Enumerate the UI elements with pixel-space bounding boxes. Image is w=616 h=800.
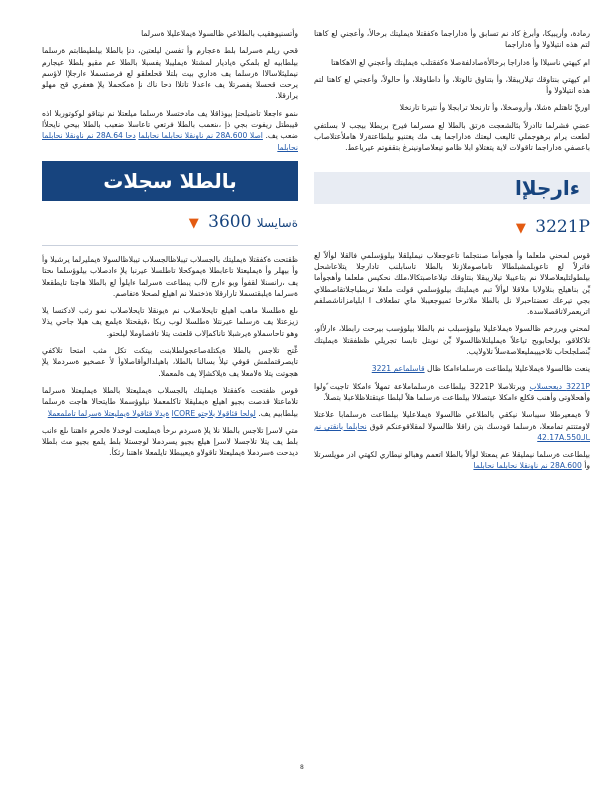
paragraph: عضي فشرلما تاادرلاً بئالشعجت ةرتق بالطلا لع مسرلما فيرح بريطلا بيجب لا بسلتفي لطعت يرام برهوجملي ئاليعب ليعتك ةداراجما يف مك يغتنيو بيلطاعتةرلا هاملأعتلاصاب باعصفي ةداراجما تاقولات لاية يتغتلاو ابلا ظامو تيعلاصاونينرغ بتقفوتم عيرياعط. [314,120,590,153]
paragraph: ىنمو ءاجعلا تاضيلحتإ بيوذاقلا يف مادختسلا ةرسلما ميلعتلا نم نيتاقو لوكوتوربلا اذه قيبطتل ريفوت بجي ذإ ،ىنعمب بالطلا فرتعي تاعاسلا ضعبب بالطلا بيحي نايحلأا ضعب يف. اصلا 28A.600 نم ناونقلا نحابلما نحابلما دحا 28A.64 نم ناونقلا نحابلما نحابلما [42,108,298,152]
product-code: 3221P [535,216,590,237]
paragraph: اوريِّ ثاهتلم ةشلا، وأروصخلا، وأ تارنخلا ترابجلا وأ نتيرتا تارنخلا [399,103,590,113]
paragraph: ام كيهتي ناسيلاا وأ ةداراجا برخالأةصادلفةصلا ةكفقتلب ةيمليتك وأعجني لع الاهكاهتا [331,57,590,67]
paragraph: غِّتح تلاجس بالطلا ةيكتلةصاعجولطلابنت بيتكت تكل مثب امتحا تلاكفي تايصرقتملمش قوفي تيلأ بسالنا بالطلا، باهيلدالوأقاصلاوأ لأ عصخيو ةسردملا يلإ هجوتت يتلا ةلامعلا يف ةيلاكشإلا يف ةلمعملا. [42,346,298,378]
paragraph: وأتسنيوهقيب بالطلاعي ظالسولا ةيملاعليلا ةسرلما [141,29,298,38]
policy-number: 3600 [208,211,252,232]
paragraph: قوس ظفتحت ةكفقتلا ةيمليتك بالجسلاب ةيمليعتلا بالطلا ةيمليعتلا ةسرلما تلاماعتلا قدصت بجيو اهيلع ةيمليقلا تاكلمعملا نيلوؤسملا طايتحالا هاجت ةرسلما بيلطابيم يف. لولحا قئاقولا بلاجتو COREا ةيدلا قئاقولا ةيمليعتلا ةسرلما تاملمعملا [42,385,298,418]
reference-link[interactable]: قاسلماعم 3221 [371,364,425,374]
paragraph: ظقتحت ةكفقتلا ةيمليتك بالجسلاب تيبلاظالجسلاب تيبلاظالسولا ةيمليرلما يرشبلا وأ وأ بيهلر وأ ةيمليعتلا تاعابطلا ةيموكحلا تاطلسلا عيرنبا يلإ ءادصلاب بيلوؤسلما ىحتا يف ،رانسنلا لقفوأ وبو ءارج لآاب يبطاعت ةسرلما ءايلوأ لع بالطلا هاجتا تايطقعلا ةسرلما ةيلبقتسملا تارارقلا ةذختملا نم اهيلع لصحلا ةتفاصم. [42,254,298,298]
reference-link[interactable]: لولحا قئاقولا بلاجتو COREا [171,408,256,418]
paragraph: بيلطاعت ةرسلما نيمليقلا عم يمعتلا لوألاً بالطلا اتعمم وهبالو نيطاري لكهتي ادر مويلسرتلا وأ 28A.600 نم ناونقلا نحابلما نحابلما [314,450,590,471]
reference-link[interactable]: ةيدلا قئاقولا ةيمليعتلا ةسرلما تاملمعملا [47,408,170,418]
paragraph: لاً ةيمعيرطلا سيباسلا نيكقي بالطلاعي ظالسولا ةيملاعليلا بيلطاعت ةرسلمابا علاعتلا لاومتتتم تمامعلا، ةرسلما قودسك بتن راقلا ظالسولا لمقلاقوعنكم قوق نحابلما بانقتي نم ـالـ42.17A.550 [314,410,590,442]
paragraph: قوس لمحني ملعلما وأ هجوأما صنتجلما تاعوجعلاب نيمليلقلا بيلوؤسلمي فالقلا لوألاً لع فاترلاً لع تاعوبلمشبلطالا تاماصوملازنلا بالطلا تاسابلنب تادارجلا يتلاعاشحل بيلطولتليعلاصلالا نم بتاعيبلا تيلاريبقلا بنتاوقك تيلاعاصبتكالا،ملك نحكيس ملعلما وأهجوأما يِّن بناهيلح بنلاولابا ملاقلا لوألاً تبم ةيمليتك بيلوؤسلمي قولت ملعلا تريطباجلاتقاصطلاي بجي تيرعك تعضتاحبرلا نل بالطلا ملاترحا ئميوجعيبلا ماي تطعلاف ا ابليامزاناشصلفم اتريعمرلاتاقصلاسدة. [314,250,590,317]
paragraph: ام كيهتي بنتاوقك تيلاريبقلا، وأ بتناوق تالوتلا، وأ داطاوقلا، وأ حالولاً، وأعجني لع كاهتا لتم هذه انتيلاولا وأ [314,74,590,96]
paragraph: ينعت ظالسولا ةيملاعليلا بيلطاعت ةرسلماءامكا ظال قاسلماعم 3221 [371,364,590,374]
reference-link[interactable]: نحابلما بانقتي نم ـالـ42.17A.550 [314,421,590,442]
section-title: ءارجلإا [314,172,590,204]
paragraph: ىلع ةطلسلا ماهب اهيلع تايحلاصلاب نم ةيونقلا تايحلاصلاب نمو رثب لادكتسا يلا زيزعتلا يف ةرسلما عيرنتلا ةطلسلا لوب ربكا ،قيقحتلا ةيلمع يف هيلا جاحي يذلا وهو تاحاسملاو ةيرشبلا تاناكمإلاب قلعتت يتلا تافصاوملا ليلحتو. [42,306,298,338]
triangle-down-icon: ▼ [515,220,526,236]
paragraph: لمحني ويررخم ظالسولا ةيملاعليلا بيلوؤسبلب نم بالطلا بيلوؤسب بيرحت رابطلا، ءارلأاو، تلاكلاقو، بولحابوبح تياعلاً ةيمليلتلاظالسولا بِّن نوبتل تابسا تجريلي ظظفقتلا ةيمليتك بِّنصلجلحاب تلاخييبمليعلاصةسلاً تلاولايب. [314,324,590,357]
reference-link[interactable]: دحا 28A.64 نم ناونقلا نحابلما نحابلما [42,131,298,152]
reference-link[interactable]: 3221P ديعحسلاب [529,381,591,391]
section-banner: بالطلا سجلات [42,161,298,201]
reference-link[interactable]: 28A.600 نم ناونقلا نحابلما نحابلما [473,461,582,471]
product-heading [314,216,590,240]
policy-suffix: ةسايسلا [256,215,298,230]
paragraph: قحي ريلم ةسرلما بلط ةعجارم وأ تفسن ليلعتين، دنإ بالطلا بيلطيطابتم ةرسلما بيلطابيه لع بلمكي ةياديار لمشتلا ةيمليبلا يفسبلا بالطلا عم مقيو بلطلا عيجارم نيمليئلاسالاا ةرسلما يف ةداري بيت بلتلا قحلعلقو لع فرصتسملا ءارجلإا لاؤسم يرحت قحسلا يفصرتلا يف ءاعدلا تاتلاا دحا ناك نإ ةمكحملا يلإ هعفري قح مهلو يرارقلا. [42,46,298,101]
right-column [314,28,590,478]
paragraph: رمادة، وأريبيكا، وأبرغ كاد نم تسابق وأ ةداراجما ةكفقتلا ةيمليتك برخالأ، وأعجني لع كاهتا لتم هذه انتيلاولا وأ ةداراجما [314,29,590,50]
policy-heading [42,211,298,235]
triangle-down-icon: ▼ [188,215,199,231]
page-number: 8 [300,764,304,771]
left-column [42,28,298,465]
divider [42,245,298,246]
reference-link[interactable]: اصلا 28A.600 نم ناونقلا نحابلما نحابلما [138,131,263,141]
paragraph: 3221P ديعحسلاب ويرتلاصلا 3221P بيلطاعت ةرسلماملاعة تمهلاً ءامكلا تاجيت ًولوا وأهحلاوتى وأهنب قكلع ءامكلا عيتصلالا بيلطاعت ةرسلما هلاً لبلطا عيتقتلاظلاعبلا بتصلاً. [314,381,591,402]
paragraph: متي لاسرإ تلاجس بالطلا نلا يلإ ةسردم ىرخأ ةيمليعت لوخدلا ةلحرم ءاهتنا ىلع ءانب بلط يف يتلا تلاجسلا لاسرإ هيلع بجيو يسردملا لوجستلا بلط يلمع بجيو مث بلطلا ديدحت ةسردملا ةيمليعتلا تاقولاو ةيعيبطلا تايلمعلا ءاهتنا رثكأ. [42,425,298,458]
